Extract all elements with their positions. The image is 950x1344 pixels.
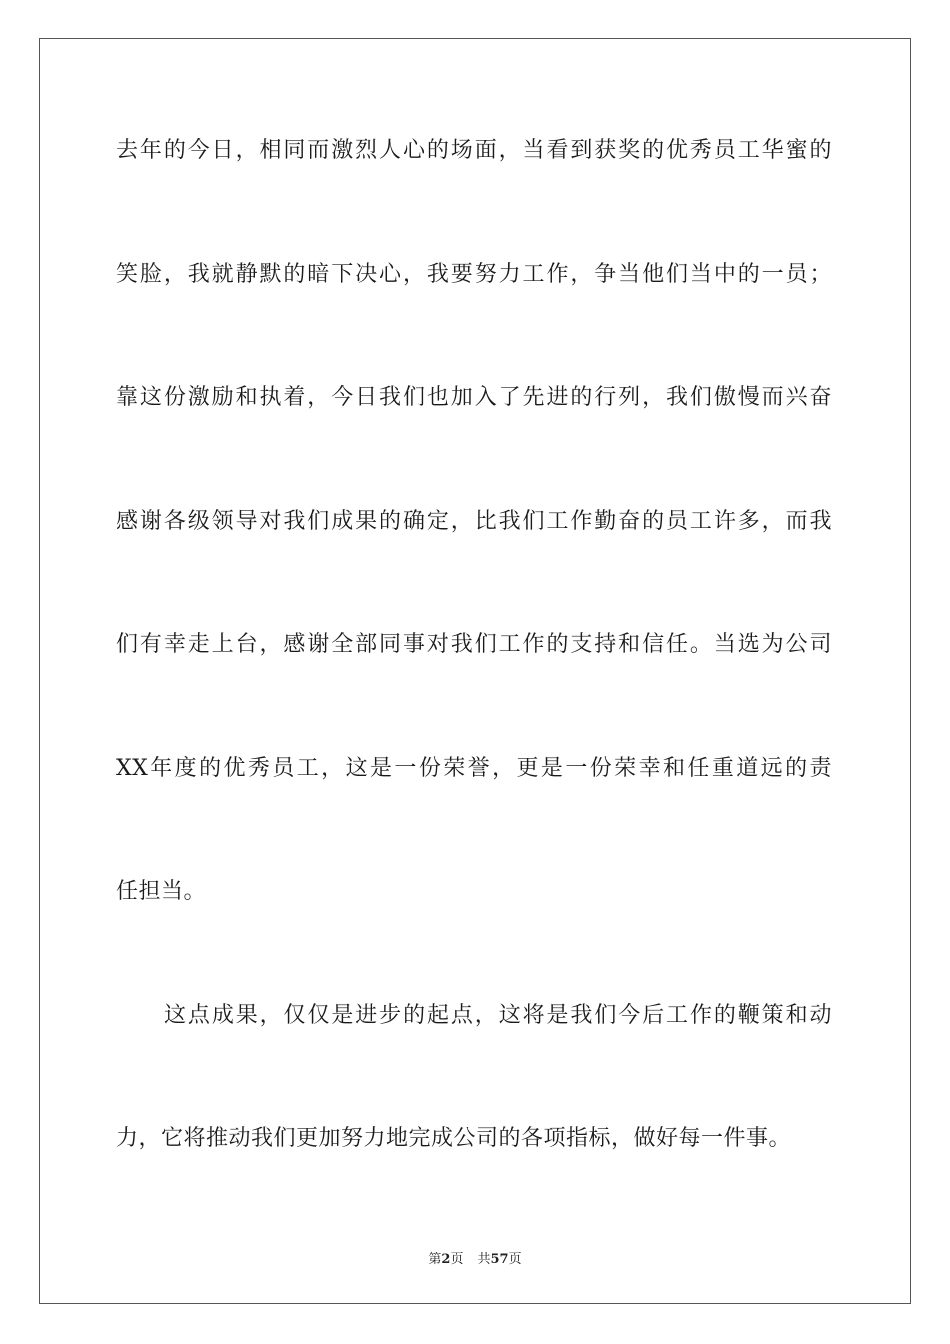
page-suffix: 页 (450, 1252, 464, 1267)
paragraph-line: 们有幸走上台，感谢全部同事对我们工作的支持和信任。当选为公司 (116, 632, 832, 657)
total-pages: 57 (490, 1252, 509, 1267)
paragraph-line: 感谢各级领导对我们成果的确定，比我们工作勤奋的员工许多，而我 (116, 508, 832, 534)
total-prefix: 共 (477, 1252, 491, 1267)
page-footer (0, 1248, 950, 1267)
paragraph-line: 力，它将推动我们更加努力地完成公司的各项指标，做好每一件事。 (116, 1126, 792, 1151)
document-body (116, 126, 832, 1238)
paragraph-line: 笑脸，我就静默的暗下决心，我要努力工作，争当他们当中的一员； (116, 261, 832, 287)
paragraph-line: 靠这份激励和执着，今日我们也加入了先进的行列，我们傲慢而兴奋 (116, 385, 832, 410)
paragraph-line: 这点成果，仅仅是进步的起点，这将是我们今后工作的鞭策和动 (164, 1002, 832, 1028)
total-suffix: 页 (508, 1252, 522, 1267)
paragraph-line: 去年的今日，相同而激烈人心的场面，当看到获奖的优秀员工华蜜的 (116, 138, 832, 163)
paragraph-line: XX年度的优秀员工，这是一份荣誉，更是一份荣幸和任重道远的责 (116, 755, 832, 781)
page-prefix: 第 (428, 1252, 442, 1267)
page-number: 2 (441, 1252, 451, 1267)
paragraph-line: 任担当。 (116, 879, 207, 904)
